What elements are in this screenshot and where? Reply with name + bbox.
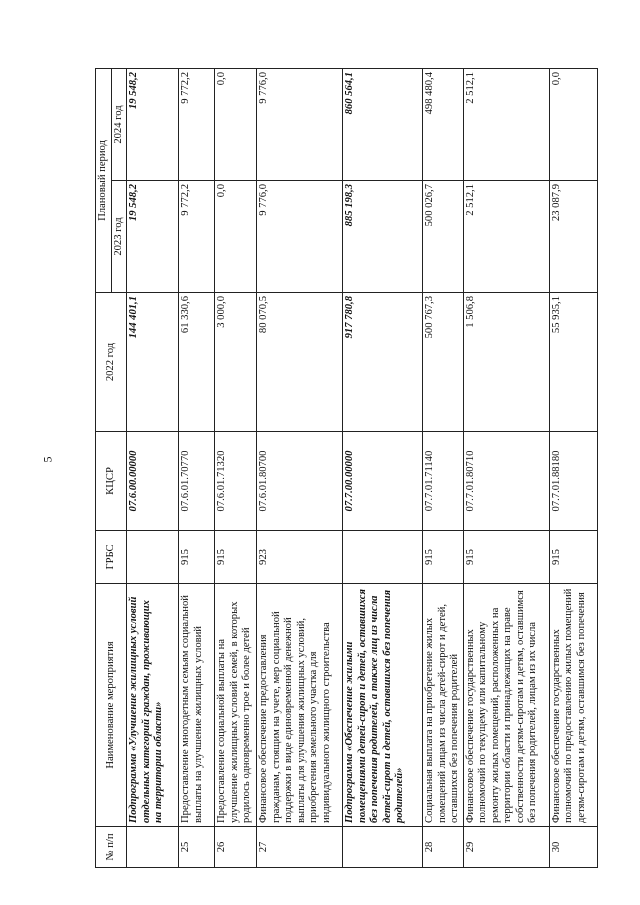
row-value-2024: 0,0 xyxy=(215,69,257,181)
row-name: Социальная выплата на приобретение жилых помещений лицам из числа детей-сирот и детей, оставшихся без попечения родителей xyxy=(423,584,464,827)
table-row xyxy=(549,69,597,868)
header-2022: 2022 год xyxy=(96,293,127,432)
row-number xyxy=(343,827,423,868)
row-grbs: 915 xyxy=(549,531,597,584)
header-name: Наименование мероприятия xyxy=(96,584,127,827)
row-value-2022: 500 767,3 xyxy=(423,293,464,432)
row-value-2022: 3 000,0 xyxy=(215,293,257,432)
row-kcsr: 07.6.01.80700 xyxy=(257,432,343,531)
row-value-2024: 498 480,4 xyxy=(423,69,464,181)
row-number: 26 xyxy=(215,827,257,868)
row-number xyxy=(127,827,179,868)
row-grbs: 915 xyxy=(179,531,215,584)
row-name: Предоставление многодетным семьям социальной выплаты на улучшение жилищных условий xyxy=(179,584,215,827)
row-grbs xyxy=(127,531,179,584)
rotated-table-container xyxy=(95,68,587,868)
header-grbs: ГРБС xyxy=(96,531,127,584)
table-row xyxy=(179,69,215,868)
row-value-2024: 860 564,1 xyxy=(343,69,423,181)
row-grbs: 915 xyxy=(423,531,464,584)
row-value-2024: 0,0 xyxy=(549,69,597,181)
row-kcsr: 07.7.01.71140 xyxy=(423,432,464,531)
row-name: Финансовое обеспечение государственных полномочий по текущему или капитальному ремонту жилых помещений, расположенных на территории области и принадлежащих на праве собственности детям-сиротам и детям, оставшимся без попечения родителей, лицам из их числа xyxy=(463,584,549,827)
row-value-2023: 9 776,0 xyxy=(257,181,343,293)
table-row xyxy=(127,69,179,868)
row-number: 25 xyxy=(179,827,215,868)
table-row xyxy=(257,69,343,868)
row-value-2022: 144 401,1 xyxy=(127,293,179,432)
table-row xyxy=(215,69,257,868)
row-value-2022: 1 506,8 xyxy=(463,293,549,432)
row-value-2022: 80 070,5 xyxy=(257,293,343,432)
row-name: Финансовое обеспечение предоставления гражданам, стоящим на учете, мер социальной поддержки в виде единовременной денежной выплаты для улучшения жилищных условий, приобретения земельного участка для индивидуального жилищного строительства xyxy=(257,584,343,827)
row-number: 27 xyxy=(257,827,343,868)
row-value-2023: 2 512,1 xyxy=(463,181,549,293)
row-value-2022: 55 935,1 xyxy=(549,293,597,432)
row-value-2024: 2 512,1 xyxy=(463,69,549,181)
row-number: 30 xyxy=(549,827,597,868)
row-value-2024: 9 772,2 xyxy=(179,69,215,181)
row-name: Предоставление социальной выплаты на улучшение жилищных условий семей, в которых родилось одновременно трое и более детей xyxy=(215,584,257,827)
page-number: 5 xyxy=(40,456,55,463)
row-kcsr: 07.7.01.88180 xyxy=(549,432,597,531)
header-kcsr: КЦСР xyxy=(96,432,127,531)
row-number: 29 xyxy=(463,827,549,868)
row-kcsr: 07.6.00.00000 xyxy=(127,432,179,531)
row-value-2023: 0,0 xyxy=(215,181,257,293)
row-grbs: 915 xyxy=(463,531,549,584)
row-name: Подпрограмма «Обеспечение жилыми помещениями детей-сирот и детей, оставшихся без попечения родителей, а также лиц из числа детей-сирот и детей, оставшихся без попечения родителей» xyxy=(343,584,423,827)
row-kcsr: 07.6.01.70770 xyxy=(179,432,215,531)
row-value-2022: 61 330,6 xyxy=(179,293,215,432)
row-value-2024: 19 548,2 xyxy=(127,69,179,181)
table-row xyxy=(343,69,423,868)
header-planned-period: Плановый период xyxy=(96,69,112,293)
row-name: Подпрограмма «Улучшение жилищных условий отдельных категорий граждан, проживающих на территории области» xyxy=(127,584,179,827)
row-number: 28 xyxy=(423,827,464,868)
row-value-2023: 23 087,9 xyxy=(549,181,597,293)
budget-table xyxy=(95,68,598,868)
row-kcsr: 07.7.01.80710 xyxy=(463,432,549,531)
header-number: № п/п xyxy=(96,827,127,868)
header-2024: 2024 год xyxy=(111,69,127,181)
row-value-2023: 19 548,2 xyxy=(127,181,179,293)
row-value-2024: 9 776,0 xyxy=(257,69,343,181)
row-kcsr: 07.6.01.71320 xyxy=(215,432,257,531)
table-row xyxy=(463,69,549,868)
row-grbs: 915 xyxy=(215,531,257,584)
row-value-2023: 885 198,3 xyxy=(343,181,423,293)
row-kcsr: 07.7.00.00000 xyxy=(343,432,423,531)
row-grbs xyxy=(343,531,423,584)
row-grbs: 923 xyxy=(257,531,343,584)
row-value-2023: 500 026,7 xyxy=(423,181,464,293)
row-name: Финансовое обеспечение государственных полномочий по предоставлению жилых помещений детям-сиротам и детям, оставшимся без попечения xyxy=(549,584,597,827)
table-row xyxy=(423,69,464,868)
header-2023: 2023 год xyxy=(111,181,127,293)
table-body xyxy=(127,69,598,868)
row-value-2023: 9 772,2 xyxy=(179,181,215,293)
row-value-2022: 917 780,8 xyxy=(343,293,423,432)
